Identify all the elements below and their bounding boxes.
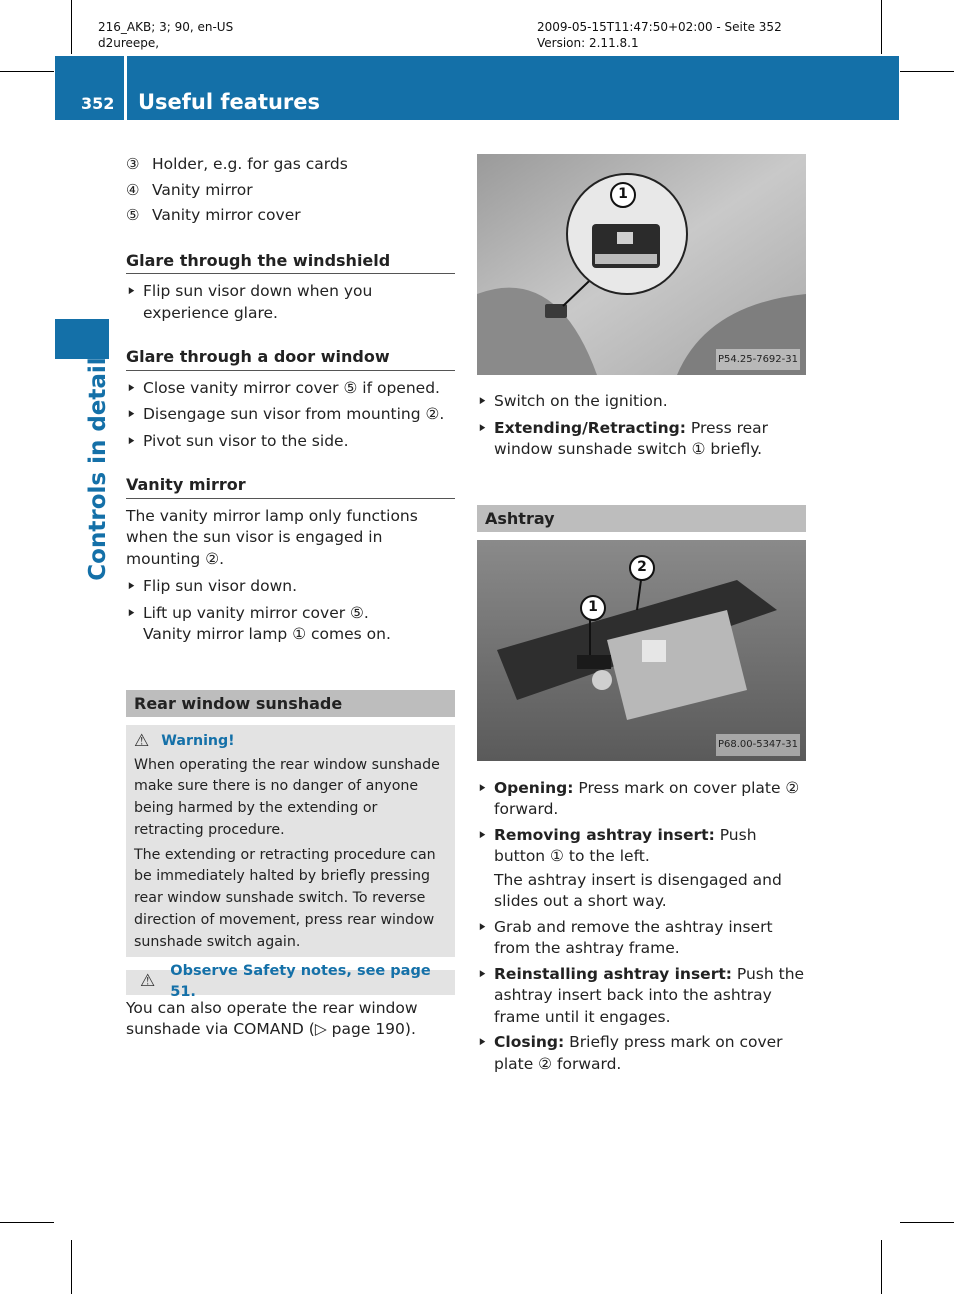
warning-paragraph: The extending or retracting procedure can be immediately halted by briefly pressing rear window sunshade switch. To reverse direction of movement, press rear window sunshade switch again. <box>134 846 436 950</box>
print-meta-left <box>98 19 233 51</box>
comand-note: You can also operate the rear window sunshade via COMAND (▷ page 190). <box>126 998 418 1039</box>
section-title: Useful features <box>138 90 321 114</box>
right-column <box>477 154 806 1075</box>
photo-code: P68.00-5347-31 <box>716 734 800 756</box>
vanity-intro: The vanity mirror lamp only functions when the sun visor is engaged in mounting ②. <box>126 506 418 568</box>
legend-text: Holder, e.g. for gas cards <box>152 155 348 173</box>
sunshade-switch-photo <box>477 154 806 375</box>
legend-text: Vanity mirror cover <box>152 206 301 224</box>
ashtray-photo <box>477 540 806 761</box>
side-tab-marker <box>55 319 109 359</box>
step-label: Opening: <box>494 778 574 797</box>
legend-item <box>126 154 455 180</box>
print-meta-line: 2009-05-15T11:47:50+02:00 - Seite 352 <box>537 20 782 34</box>
header-divider <box>124 56 127 120</box>
step-text: Push button ① to the left. <box>494 825 757 865</box>
print-meta-line: 216_AKB; 3; 90, en-US <box>98 20 234 34</box>
step-item <box>477 964 806 1029</box>
heading-rear-window-sunshade: Rear window sunshade <box>126 690 455 717</box>
step-label: Closing: <box>494 1033 565 1051</box>
page-number: 352 <box>81 94 115 113</box>
print-meta-line: Version: 2.11.8.1 <box>537 36 639 50</box>
step-label: Extending/Retracting: <box>494 418 686 437</box>
heading-vanity-mirror: Vanity mirror <box>126 474 455 499</box>
heading-door-window: Glare through a door window <box>126 346 455 371</box>
warning-title-text: Warning! <box>161 733 235 750</box>
print-meta-right <box>537 19 782 51</box>
step-item <box>477 825 806 913</box>
heading-windshield: Glare through the windshield <box>126 250 455 275</box>
step-text: Push the ashtray insert back into the ashtray frame until it engages. <box>494 964 805 1026</box>
crop-mark <box>71 1240 72 1294</box>
crop-mark <box>71 0 72 54</box>
legend-text: Vanity mirror <box>152 180 253 199</box>
step-item: ▶ Flip sun visor down. <box>126 576 455 598</box>
step-item: ▶ Flip sun visor down when you experience glare. <box>126 281 455 324</box>
crop-mark <box>0 1222 54 1223</box>
step-text: Briefly press mark on cover plate ② forward. <box>494 1033 783 1073</box>
warning-triangle-icon: ⚠ <box>134 731 150 752</box>
legend-number: ⑤ <box>126 206 140 224</box>
safety-note <box>126 962 455 1001</box>
step-text: Press rear window sunshade switch ① briefly. <box>494 418 769 458</box>
callout-marker: 1 <box>580 595 606 621</box>
crop-mark <box>0 71 54 72</box>
callout-marker: 2 <box>629 555 655 581</box>
crop-mark <box>881 1240 882 1294</box>
step-item: ▶ Grab and remove the ashtray insert from the ashtray frame. <box>477 917 806 960</box>
step-item <box>477 778 806 821</box>
step-label: Removing ashtray insert: <box>494 825 715 844</box>
legend-item <box>126 180 455 206</box>
left-column <box>126 154 455 1041</box>
step-text: ▶ Lift up vanity mirror cover ⑤. <box>143 603 369 622</box>
safety-note-link[interactable]: Observe Safety notes, see page 51. <box>170 962 431 1001</box>
warning-box <box>126 725 455 957</box>
step-item: ▶ Switch on the ignition. <box>477 391 806 413</box>
step-text: Press mark on cover plate ② forward. <box>494 778 800 818</box>
print-meta-line: d2ureepe, <box>98 36 160 50</box>
callout-marker: 1 <box>610 182 636 208</box>
step-item: ▶ Close vanity mirror cover ⑤ if opened. <box>126 378 455 400</box>
legend-number: ④ <box>126 180 140 199</box>
step-item: ▶ Pivot sun visor to the side. <box>126 431 455 453</box>
step-item <box>477 418 806 461</box>
crop-mark <box>900 71 954 72</box>
sunshade-switch-illustration <box>477 154 806 375</box>
step-item <box>126 603 455 646</box>
crop-mark <box>900 1222 954 1223</box>
legend-item <box>126 205 455 231</box>
step-result: The ashtray insert is disengaged and slides out a short way. <box>494 870 782 910</box>
step-label: Reinstalling ashtray insert: <box>494 964 732 983</box>
heading-ashtray: Ashtray <box>477 505 806 532</box>
warning-paragraph: When operating the rear window sunshade make sure there is no danger of anyone being harmed by the extending or retracting procedure. <box>134 756 440 838</box>
legend-number: ③ <box>126 155 140 173</box>
photo-code: P54.25-7692-31 <box>716 349 800 371</box>
side-tab-label: Controls in detail <box>85 357 111 581</box>
warning-triangle-icon: ⚠ <box>140 971 156 992</box>
crop-mark <box>881 0 882 54</box>
step-item: ▶ Disengage sun visor from mounting ②. <box>126 404 455 426</box>
step-result: Vanity mirror lamp ① comes on. <box>143 625 391 643</box>
warning-title <box>134 730 448 755</box>
step-item <box>477 1032 806 1075</box>
